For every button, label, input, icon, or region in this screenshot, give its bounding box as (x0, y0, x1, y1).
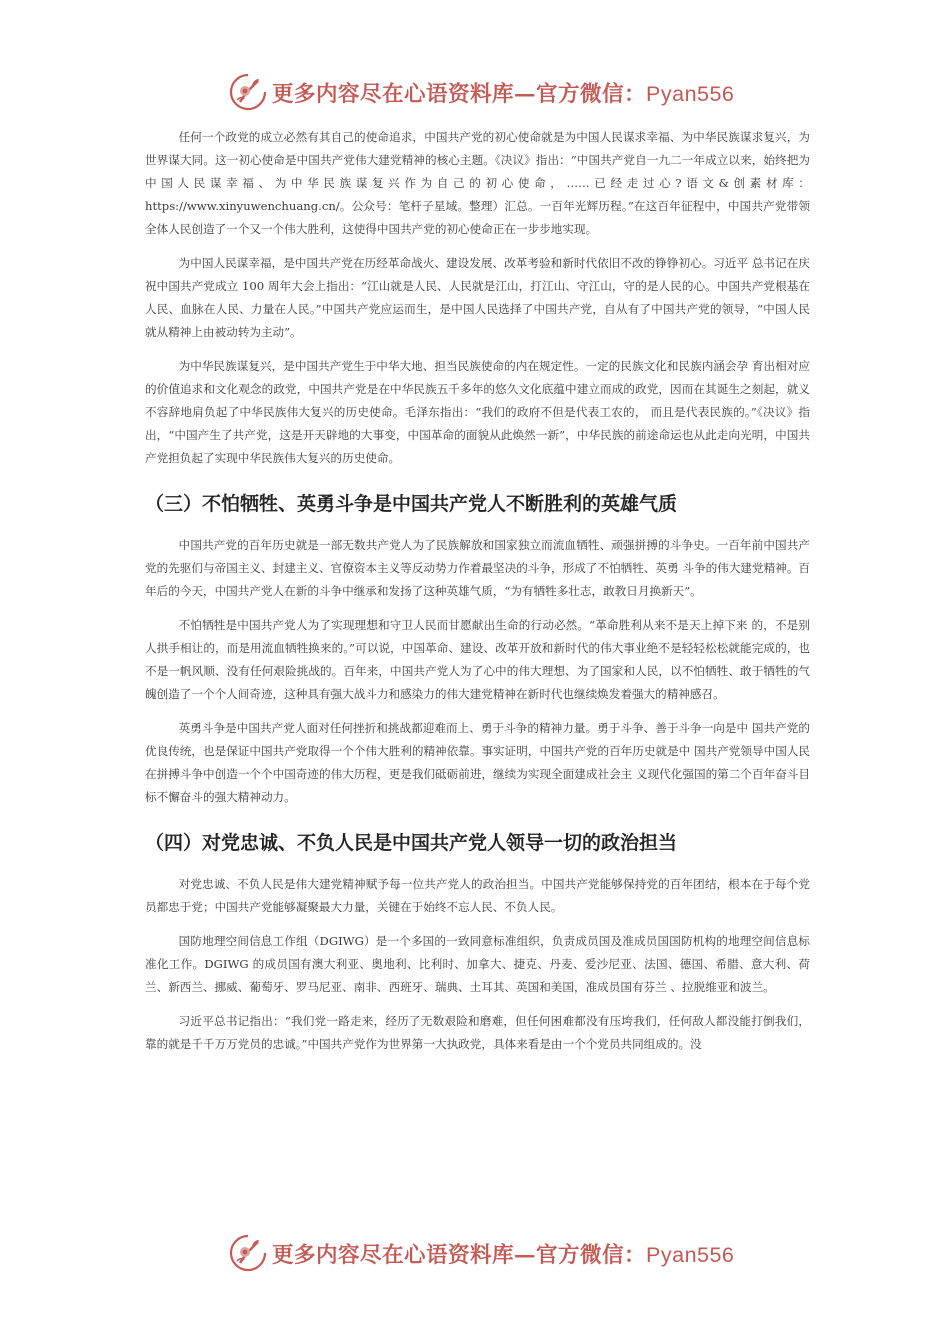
section-heading-4: （四）对党忠诚、不负人民是中国共产党人领导一切的政治担当 (145, 832, 678, 854)
footer-wechat-id: Pyan556 (646, 1242, 735, 1267)
document-body (145, 126, 810, 1067)
body-paragraph: 国防地理空间信息工作组（DGIWG）是一个多国的一致同意标准组织，负责成员国及准成员国国防机构的地理空间信息标准化工作。DGIWG 的成员国有澳大利亚、奥地利、比利时、加拿大、捷克、丹麦、爱沙尼亚、法国、德国、希腊、意大利、荷兰、新西兰、挪威、葡萄牙、罗马尼亚、南非、西班牙、瑞典、土耳其、英国和美国，准成员国有芬兰 、拉脱维亚和波兰。 (145, 934, 810, 994)
header-wechat-id: Pyan556 (646, 81, 735, 106)
rose-quill-logo-icon (228, 1233, 268, 1273)
header-banner-text (272, 77, 734, 108)
rose-quill-logo-icon (228, 72, 268, 112)
footer-banner-label: 更多内容尽在心语资料库—官方微信： (272, 1242, 647, 1268)
body-paragraph: 对党忠诚、不负人民是伟大建党精神赋予每一位共产党人的政治担当。中国共产党能够保持党的百年团结，根本在于每个党员都忠于党；中国共产党能够凝聚最大力量，关键在于始终不忘人民、不负人民。 (145, 877, 810, 914)
header-banner-label: 更多内容尽在心语资料库—官方微信： (272, 81, 647, 107)
body-paragraph: 不怕牺牲是中国共产党人为了实现理想和守卫人民而甘愿献出生命的行动必然。“革命胜利从来不是天上掉下来 的，不是别人拱手相让的，而是用流血牺牲换来的。”可以说，中国革命、建设、改革开放和新时代的伟大事业绝不是轻轻松松就能完成的，也不是一帆风顺、没有任何艰险挑战的。百年来，中国共产党人为了心中的伟大理想、为了国家和人民，以不怕牺牲、敢于牺牲的气魄创造了一个个人间奇迹，这种具有强大战斗力和感染力的伟大建党精神在新时代也继续焕发着强大的精神感召。 (145, 618, 810, 701)
header-banner (228, 72, 735, 112)
body-paragraph: 为中国人民谋幸福，是中国共产党在历经革命战火、建设发展、改革考验和新时代依旧不改的铮铮初心。习近平 总书记在庆祝中国共产党成立 100 周年大会上指出：“江山就是人民、人民就是江山，打江山、守江山，守的是人民的心。中国共产党根基在人民、血脉在人民、力量在人民。”中国共产党应运而生，是中国人民选择了中国共产党，自从有了中国共产党的领导，“中国人民就从精神上由被动转为主动”。 (145, 256, 810, 339)
body-paragraph: 英勇斗争是中国共产党人面对任何挫折和挑战都迎难而上、勇于斗争的精神力量。勇于斗争、善于斗争一向是中 国共产党的优良传统，也是保证中国共产党取得一个个伟大胜利的精神依靠。事实证明，中国共产党的百年历史就是中 国共产党领导中国人民在拼搏斗争中创造一个个中国奇迹的伟大历程，更是我们砥砺前进，继续为实现全面建成社会主 义现代化强国的第二个百年奋斗目标不懈奋斗的强大精神动力。 (145, 721, 810, 804)
section-heading-3: （三）不怕牺牲、英勇斗争是中国共产党人不断胜利的英雄气质 (145, 493, 678, 515)
body-paragraph: 中国共产党的百年历史就是一部无数共产党人为了民族解放和国家独立而流血牺牲、顽强拼搏的斗争史。一百年前中国共产党的先驱们与帝国主义、封建主义、官僚资本主义等反动势力作着最坚决的斗争，形成了不怕牺牲、英勇 斗争的伟大建党精神。百年后的今天，中国共产党人在新的斗争中继承和发扬了这种英雄气质，“为有牺牲多壮志，敢教日月换新天”。 (145, 538, 810, 598)
footer-banner-text (272, 1238, 734, 1269)
body-paragraph: 为中华民族谋复兴，是中国共产党生于中华大地、担当民族使命的内在规定性。一定的民族文化和民族内涵会孕 育出相对应的价值追求和文化观念的政党，中国共产党是在中华民族五千多年的悠久文化底蕴中建立而成的政党，因而在其诞生之刻起，就义不容辞地肩负起了中华民族伟大复兴的历史使命。毛泽东指出：“我们的政府不但是代表工农的， 而且是代表民族的。”《决议》指出，“中国产生了共产党，这是开天辟地的大事变，中国革命的面貌从此焕然一新”，中华民族的前途命运也从此走向光明，中国共产党担负起了实现中华民族伟大复兴的历史使命。 (145, 359, 810, 465)
footer-banner (228, 1233, 735, 1273)
body-paragraph: 习近平总书记指出：“我们党一路走来，经历了无数艰险和磨难，但任何困难都没有压垮我们，任何敌人都没能打倒我们，靠的就是千千万万党员的忠诚。”中国共产党作为世界第一大执政党，具体来看是由一个个党员共同组成的。没 (145, 1014, 810, 1051)
body-paragraph: 任何一个政党的成立必然有其自己的使命追求，中国共产党的初心使命就是为中国人民谋求幸福、为中华民族谋求复兴，为世界谋大同。这一初心使命是中国共产党伟大建党精神的核心主题。《决议》指出：“中国共产党自一九二一年成立以来，始终把为中国人民谋幸福、为中华民族谋复兴作为自己的初心使命，……已经走过心?语文&创素材库：https://www.xinyuwenchuang.cn/。公众号：笔杆子星域。整理）汇总。一百年光辉历程。”在这百年征程中，中国共产党带领全体人民创造了一个又一个伟大胜利，这使得中国共产党的初心使命正在一步步地实现。 (145, 130, 810, 236)
